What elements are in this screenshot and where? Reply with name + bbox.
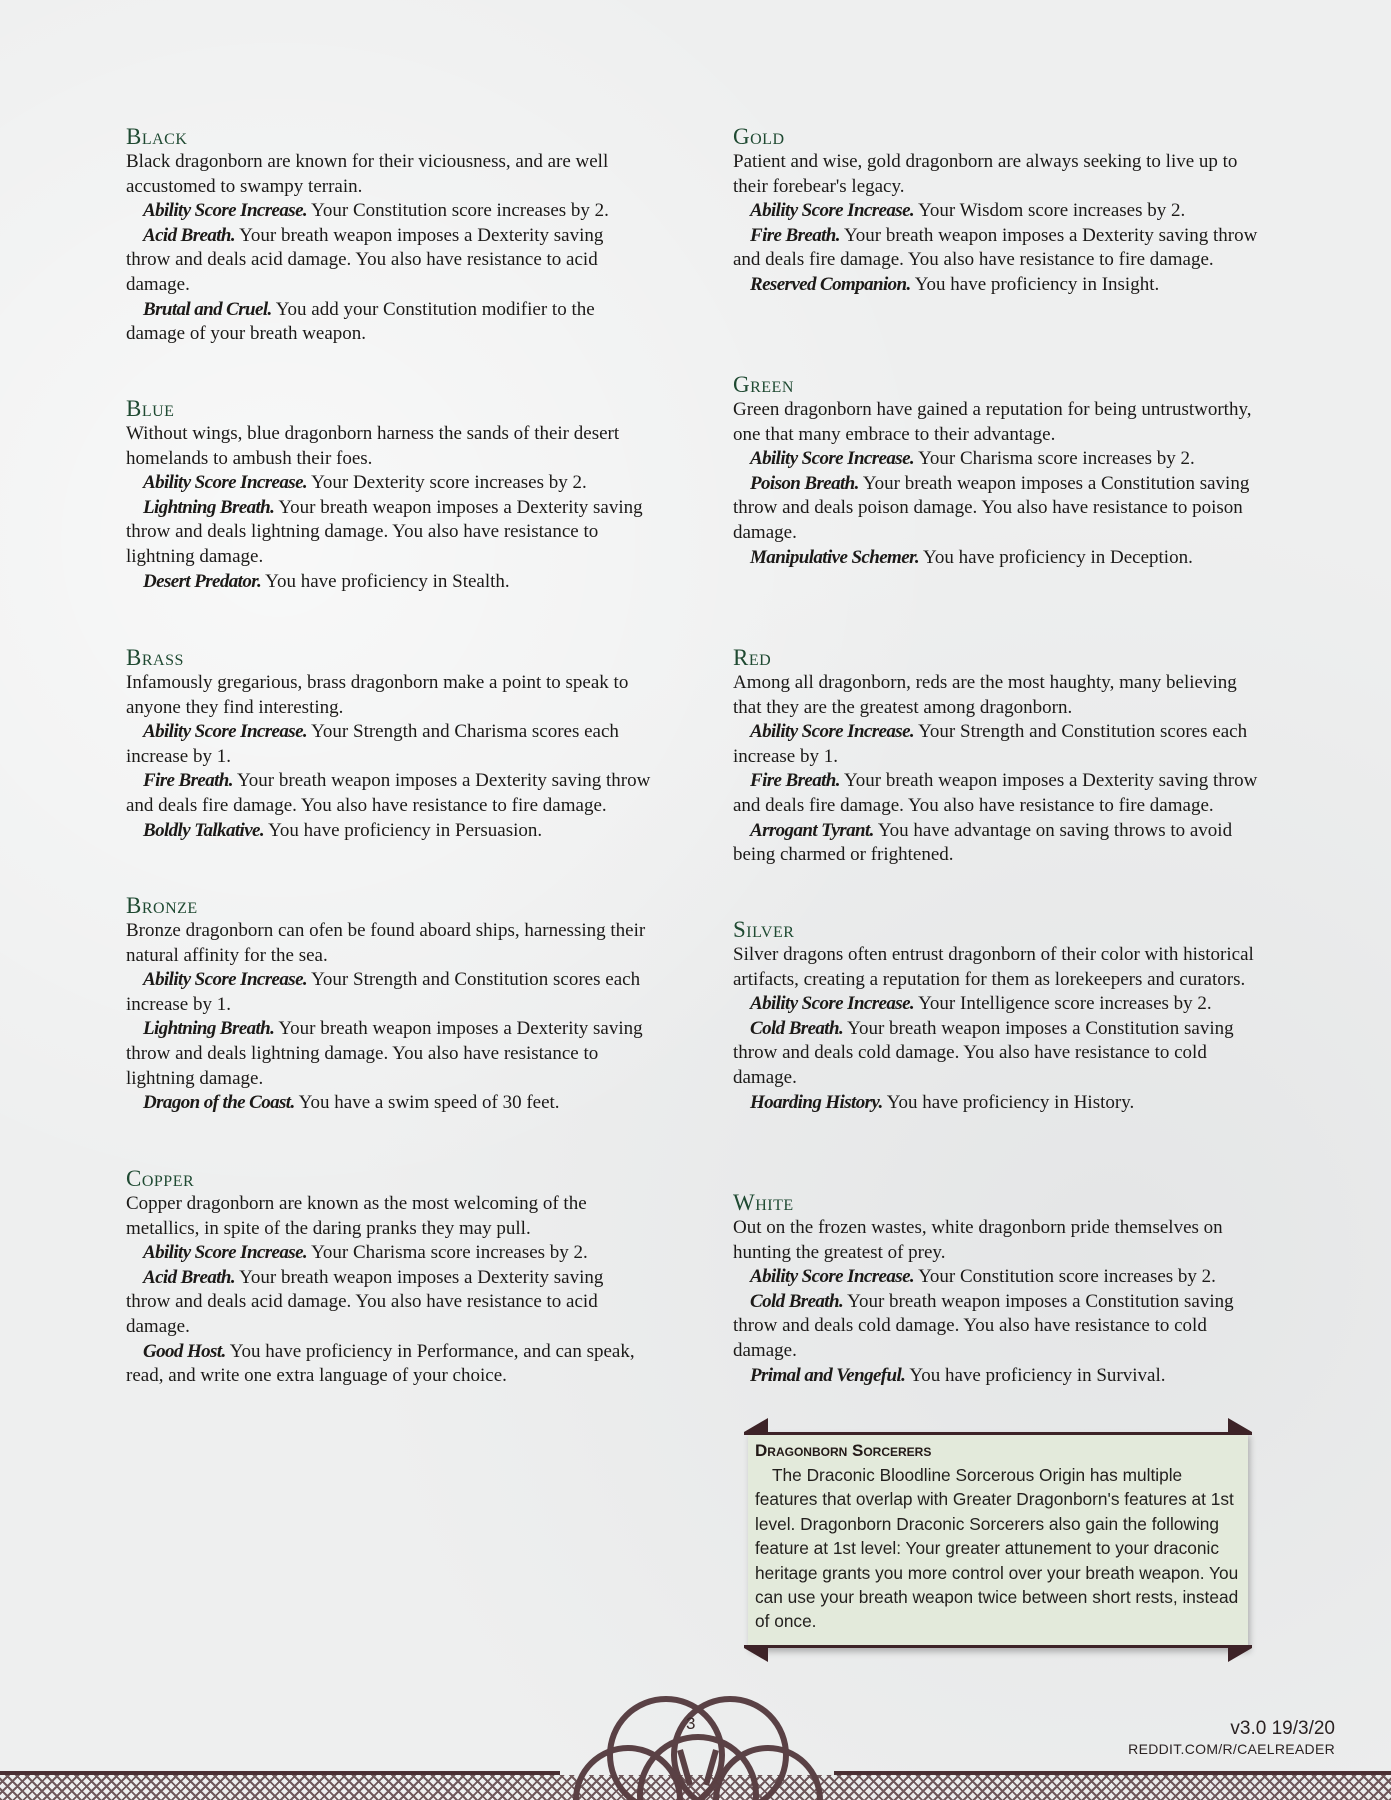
trait — [733, 1265, 1258, 1290]
section-intro: Black dragonborn are known for their viciousness, and are well accustomed to swampy terrain. — [126, 151, 609, 197]
trait-text: Your breath weapon imposes a Constitution saving throw and deals cold damage. You also have resistance to cold damage. — [733, 1290, 1234, 1361]
section-intro: Out on the frozen wastes, white dragonborn pride themselves on hunting the greatest of prey. — [733, 1217, 1223, 1263]
section-gold — [733, 124, 1258, 298]
section-red — [733, 645, 1258, 868]
section-title: White — [733, 1190, 794, 1215]
trait-text: You have proficiency in Performance, and can speak, read, and write one extra language of your choice. — [126, 1340, 635, 1387]
trait-name: Reserved Companion. — [750, 273, 911, 295]
version-text: v3.0 19/3/20 — [1230, 1718, 1335, 1739]
trait-name: Lightning Breath. — [143, 1018, 275, 1040]
trait-text: Your Dexterity score increases by 2. — [307, 472, 587, 494]
trait-name: Fire Breath. — [750, 770, 840, 792]
trait — [733, 1290, 1258, 1364]
section-title: Green — [733, 372, 794, 397]
trait-name: Ability Score Increase. — [143, 472, 308, 494]
section-title: Silver — [733, 917, 795, 942]
trait — [733, 1091, 1258, 1116]
section-intro: Without wings, blue dragonborn harness the sands of their desert homelands to ambush their foes. — [126, 423, 620, 469]
trait-text: You have proficiency in Survival. — [905, 1364, 1166, 1386]
section-intro: Infamously gregarious, brass dragonborn make a point to speak to anyone they find interesting. — [126, 672, 629, 718]
section-bronze — [126, 893, 651, 1116]
trait-name: Ability Score Increase. — [750, 200, 915, 222]
trait-name: Lightning Breath. — [143, 496, 275, 518]
trait — [733, 769, 1258, 818]
corner-ornament — [744, 1648, 768, 1662]
site-link[interactable]: REDDIT.COM/R/CAELREADER — [1128, 1741, 1335, 1757]
trait-text: Your breath weapon imposes a Dexterity saving throw and deals fire damage. You also have resistance to fire damage. — [126, 770, 651, 816]
trait — [126, 298, 651, 347]
corner-ornament — [744, 1418, 768, 1432]
trait-name: Boldly Talkative. — [143, 819, 265, 841]
trait — [733, 819, 1258, 868]
trait — [126, 819, 651, 844]
section-blue — [126, 396, 651, 594]
section-title: Blue — [126, 396, 175, 421]
trait-text: Your Strength and Constitution scores each increase by 1. — [733, 721, 1248, 767]
trait-text: You have a swim speed of 30 feet. — [294, 1092, 560, 1114]
trait-name: Primal and Vengeful. — [750, 1364, 906, 1386]
trait — [126, 1017, 651, 1091]
trait-name: Ability Score Increase. — [750, 721, 915, 743]
page-number: 3 — [686, 1714, 696, 1733]
trait-text: Your breath weapon imposes a Dexterity saving throw and deals lightning damage. You also have resistance to lightning damage. — [126, 496, 643, 567]
section-title: Red — [733, 645, 772, 670]
trait-text: You have proficiency in Insight. — [910, 273, 1160, 295]
trait — [733, 472, 1258, 546]
trait — [126, 471, 651, 496]
trait-text: Your Constitution score increases by 2. — [914, 1266, 1216, 1288]
section-intro: Patient and wise, gold dragonborn are always seeking to live up to their forebear's legacy. — [733, 151, 1238, 197]
trait — [733, 199, 1258, 224]
trait — [126, 968, 651, 1017]
corner-ornament — [1228, 1648, 1252, 1662]
trait-name: Dragon of the Coast. — [143, 1092, 295, 1114]
trait-text: Your breath weapon imposes a Constitution saving throw and deals poison damage. You also have resistance to poison damage. — [733, 472, 1250, 543]
version-info — [1128, 1718, 1335, 1758]
trait — [733, 1017, 1258, 1091]
sidebar-title: Dragonborn Sorcerers — [755, 1441, 932, 1460]
section-title: Black — [126, 124, 188, 149]
section-black — [126, 124, 651, 347]
trait-name: Ability Score Increase. — [143, 1242, 308, 1264]
trait-name: Desert Predator. — [143, 570, 262, 592]
trait-name: Ability Score Increase. — [750, 448, 915, 470]
trait — [733, 224, 1258, 273]
trait-text: Your Intelligence score increases by 2. — [914, 993, 1212, 1015]
trait-name: Cold Breath. — [750, 1017, 844, 1039]
trait-text: Your breath weapon imposes a Dexterity saving throw and deals fire damage. You also have resistance to fire damage. — [733, 770, 1258, 816]
sidebar-note — [748, 1432, 1248, 1648]
trait-text: Your breath weapon imposes a Dexterity saving throw and deals acid damage. You also have resistance to acid damage. — [126, 1266, 604, 1337]
trait-text: Your Charisma score increases by 2. — [914, 448, 1195, 470]
trait-text: Your Wisdom score increases by 2. — [914, 200, 1186, 222]
trait — [126, 1241, 651, 1266]
trait-name: Ability Score Increase. — [750, 993, 915, 1015]
trait-text: You have proficiency in Deception. — [918, 546, 1193, 568]
trait-name: Good Host. — [143, 1340, 226, 1362]
trait-text: Your Strength and Constitution scores each increase by 1. — [126, 969, 641, 1015]
trait-name: Poison Breath. — [750, 472, 859, 494]
trait — [733, 992, 1258, 1017]
trait-text: Your breath weapon imposes a Dexterity saving throw and deals acid damage. You also have resistance to acid damage. — [126, 224, 604, 295]
section-silver — [733, 917, 1258, 1115]
trait-name: Acid Breath. — [143, 1266, 236, 1288]
footer-pattern — [0, 1775, 1391, 1800]
trait-name: Brutal and Cruel. — [143, 298, 272, 320]
trait-text: Your Charisma score increases by 2. — [307, 1242, 588, 1264]
trait-name: Ability Score Increase. — [143, 200, 308, 222]
trait — [126, 496, 651, 570]
trait — [126, 570, 651, 595]
trait — [126, 199, 651, 224]
trait-name: Hoarding History. — [750, 1091, 883, 1113]
section-title: Copper — [126, 1166, 195, 1191]
trait-name: Ability Score Increase. — [750, 1266, 915, 1288]
trait-name: Arrogant Tyrant. — [750, 819, 874, 841]
trait-text: You have advantage on saving throws to avoid being charmed or frightened. — [733, 819, 1233, 866]
section-intro: Among all dragonborn, reds are the most haughty, many believing that they are the greatest among dragonborn. — [733, 672, 1237, 718]
section-intro: Bronze dragonborn can ofen be found aboard ships, harnessing their natural affinity for the sea. — [126, 920, 646, 966]
trait-text: Your Strength and Charisma scores each increase by 1. — [126, 721, 619, 767]
top-border — [744, 1432, 1252, 1435]
trait — [126, 1266, 651, 1340]
trait — [126, 769, 651, 818]
trait-name: Fire Breath. — [143, 770, 233, 792]
trait-text: Your Constitution score increases by 2. — [307, 200, 609, 222]
trait-text: Your breath weapon imposes a Constitution saving throw and deals cold damage. You also have resistance to cold damage. — [733, 1017, 1234, 1088]
trait-name: Manipulative Schemer. — [750, 546, 919, 568]
trait-text: You have proficiency in Stealth. — [261, 570, 510, 592]
trait — [733, 546, 1258, 571]
trait-text: You have proficiency in History. — [882, 1091, 1135, 1113]
trait-text: Your breath weapon imposes a Dexterity saving throw and deals fire damage. You also have resistance to fire damage. — [733, 224, 1258, 271]
trait-text: You add your Constitution modifier to the damage of your breath weapon. — [126, 298, 595, 345]
trait — [733, 273, 1258, 298]
trait — [733, 720, 1258, 769]
section-intro: Green dragonborn have gained a reputation for being untrustworthy, one that many embrace to their advantage. — [733, 399, 1252, 445]
section-title: Brass — [126, 645, 184, 670]
trait — [126, 224, 651, 298]
trait-name: Ability Score Increase. — [143, 969, 308, 991]
trait-text: You have proficiency in Persuasion. — [264, 819, 543, 841]
section-title: Bronze — [126, 893, 198, 918]
trait — [126, 1091, 651, 1116]
trait — [733, 447, 1258, 472]
trait-name: Acid Breath. — [143, 224, 236, 246]
trait-name: Cold Breath. — [750, 1290, 844, 1312]
section-copper — [126, 1166, 651, 1389]
trait — [733, 1364, 1258, 1389]
section-intro: Silver dragons often entrust dragonborn of their color with historical artifacts, creating a reputation for them as lorekeepers and curators. — [733, 944, 1254, 990]
trait — [126, 720, 651, 769]
section-title: Gold — [733, 124, 785, 149]
trait-name: Ability Score Increase. — [143, 721, 308, 743]
trait-text: Your breath weapon imposes a Dexterity saving throw and deals lightning damage. You also have resistance to lightning damage. — [126, 1018, 643, 1089]
section-white — [733, 1190, 1258, 1388]
bottom-border — [744, 1645, 1252, 1648]
section-intro: Copper dragonborn are known as the most welcoming of the metallics, in spite of the daring pranks they may pull. — [126, 1193, 587, 1239]
section-green — [733, 372, 1258, 570]
section-brass — [126, 645, 651, 843]
sidebar-text: The Draconic Bloodline Sorcerous Origin has multiple features that overlap with Greater Dragonborn's features at 1st level. Dragonborn Draconic Sorcerers also gain the following feature at 1st level: Your greater attunement to your draconic heritage grants you more control over your breath weapon. You can use your breath weapon twice between short rests, instead of once. — [755, 1465, 1239, 1632]
trait — [126, 1340, 651, 1389]
corner-ornament — [1228, 1418, 1252, 1432]
trait-name: Fire Breath. — [750, 224, 840, 246]
